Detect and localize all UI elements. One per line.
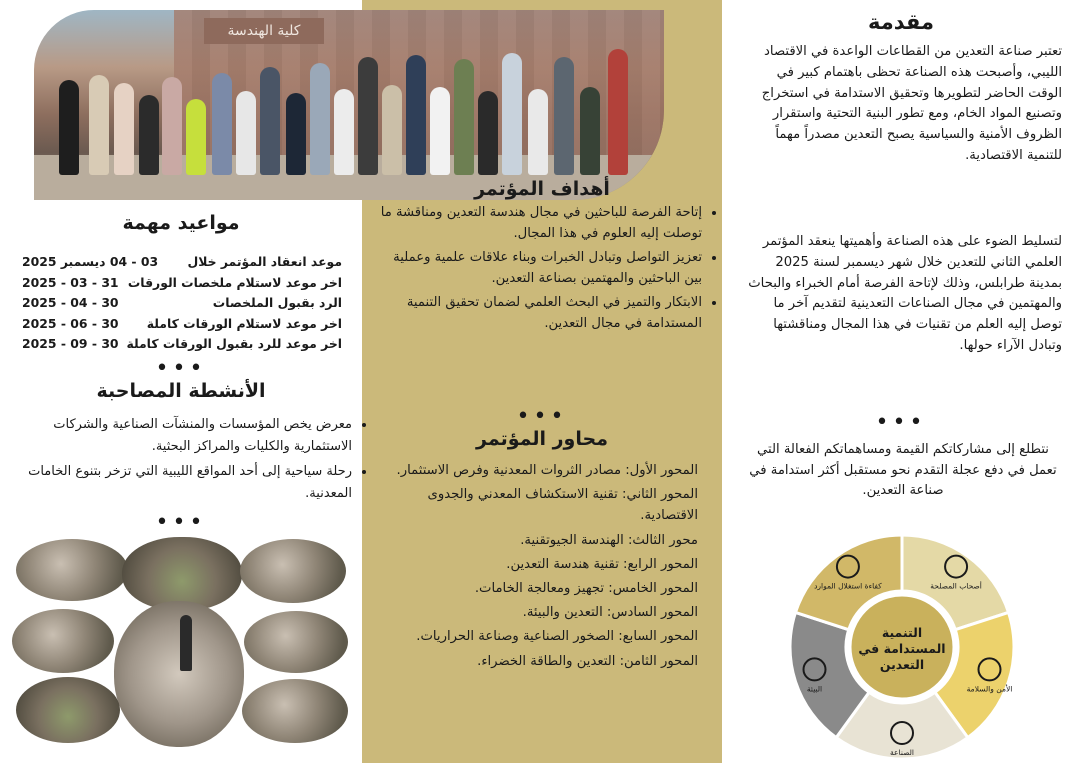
date-value: 30 - 06 - 2025 <box>22 315 119 331</box>
person <box>478 91 498 175</box>
person <box>608 49 628 175</box>
person <box>580 87 600 175</box>
axis-item: المحور الخامس: تجهيز ومعالجة الخامات. <box>474 581 698 597</box>
hiker-figure <box>180 615 192 671</box>
person <box>430 87 450 175</box>
separator-dots: ••• <box>155 510 207 535</box>
person <box>334 89 354 175</box>
goal-item: • إتاحة الفرصة للباحثين في مجال هندسة التعدين ومناقشة ما توصلت إليه العلوم في هذا المجال. <box>380 202 702 244</box>
collage-photo <box>16 677 120 743</box>
person <box>502 53 522 175</box>
person <box>528 89 548 175</box>
date-row <box>22 293 342 314</box>
wheel-segment-label: البيئة <box>806 684 823 694</box>
goal-item: • الابتكار والتميز في البحث العلمي لضمان تحقيق التنمية المستدامة في مجال التعدين. <box>380 292 702 334</box>
collage-photo <box>122 537 242 611</box>
axis-item: المحور الأول: مصادر الثروات المعدنية وفرص الاستثمار. <box>396 463 698 478</box>
sustainability-wheel <box>788 533 1016 761</box>
field-trip-collage <box>12 535 352 747</box>
person <box>406 55 426 175</box>
intro-paragraph-1: تعتبر صناعة التعدين من القطاعات الواعدة في الاقتصاد الليبي، وأصبحت هذه الصناعة تحظى باهتمام كبير في الوقت الحاضر لتطويرها وتحقيق الاستدامة في استخراج وتصنيع المواد الخام، ومع تطور البنية التحتية واستقرار الظروف الأمنية والسياسية يصبح التعدين مصدراً مهماً للتنمية الاقتصادية. <box>761 44 1062 163</box>
activities-list <box>12 414 368 505</box>
person <box>358 57 378 175</box>
person <box>382 85 402 175</box>
intro-closing: نتطلع إلى مشاركاتكم القيمة ومساهماتكم الفعالة التي تعمل في دفع عجلة التقدم نحو مستقبل أكثر استدامة في صناعة التعدين. <box>749 442 1057 498</box>
person <box>89 75 109 175</box>
intro-paragraph-2: لتسليط الضوء على هذه الصناعة وأهميتها ينعقد المؤتمر العلمي الثاني للتعدين خلال شهر ديسمبر لسنة 2025 بمدينة طرابلس، وذلك لإتاحة الفرصة أمام الخبراء والبحاث والمهتمين في مجال الصناعات التعدينية لتقديم آخر ما توصل إليه العلم من تقنيات في هذا المجال ومناقشتها وتبادل الآراء حولها. <box>748 234 1062 353</box>
person <box>236 91 256 175</box>
axis-item: المحور الرابع: تقنية هندسة التعدين. <box>506 556 698 572</box>
axes-list <box>384 460 698 672</box>
person <box>286 93 306 175</box>
collage-photo <box>16 539 128 601</box>
axis-item: المحور السابع: الصخور الصناعية وصناعة الحراريات. <box>416 629 698 645</box>
separator-dots: ••• <box>875 410 927 435</box>
date-row <box>22 273 342 294</box>
date-label: اخر موعد لاستلام ملخصات الورقات <box>127 274 342 290</box>
wheel-segment-label: الأمن والسلامة <box>966 684 1013 694</box>
person <box>454 59 474 175</box>
dates-table <box>22 252 342 355</box>
activities-title: الأنشطة المصاحبة <box>96 380 266 402</box>
wheel-segment-label: أصحاب المصلحة <box>930 581 982 591</box>
axes-title: محاور المؤتمر <box>476 428 608 450</box>
person <box>310 63 330 175</box>
person <box>212 73 232 175</box>
collage-photo <box>12 609 114 673</box>
person <box>139 95 159 175</box>
collage-photo <box>114 601 244 747</box>
activity-item: • معرض يخص المؤسسات والمنشآت الصناعية والشركات الاستثمارية والكليات والمراكز البحثية. <box>12 414 352 458</box>
goals-list <box>380 202 720 334</box>
date-row <box>22 252 342 273</box>
date-label: موعد انعقاد المؤتمر خلال <box>187 254 342 269</box>
axis-item: محور الثالث: الهندسة الجيوتقنية. <box>520 532 698 548</box>
separator-dots: ••• <box>516 404 568 429</box>
date-value: 03 - 04 ديسمبر 2025 <box>22 254 159 269</box>
axis-item: المحور الثامن: التعدين والطاقة الخضراء. <box>477 653 698 669</box>
date-label: اخر موعد للرد بقبول الورقات كاملة <box>126 336 342 351</box>
person <box>59 80 79 175</box>
collage-photo <box>240 539 346 603</box>
person <box>162 77 182 175</box>
building-sign: كلية الهندسة <box>204 18 324 44</box>
intro-title: مقدمة <box>868 10 934 34</box>
wheel-center-label: التنمية المستدامة في التعدين <box>858 625 946 672</box>
goal-item: • تعزيز التواصل وتبادل الخبرات وبناء علاقات علمية وعملية بين الباحثين والمهتمين بصناعة التعدين. <box>380 247 702 289</box>
axis-item: المحور الثاني: تقنية الاستكشاف المعدني والجدوى الاقتصادية. <box>427 487 698 524</box>
date-value: 31 - 03 - 2025 <box>22 274 119 290</box>
date-label: الرد بقبول الملخصات <box>212 295 342 310</box>
wheel-segment-label: الصناعة <box>890 748 914 757</box>
date-label: اخر موعد لاستلام الورقات كاملة <box>146 315 342 331</box>
collage-photo <box>242 679 348 743</box>
person <box>186 99 206 175</box>
activity-item: • رحلة سياحية إلى أحد المواقع الليبية التي تزخر بتنوع الخامات المعدنية. <box>12 461 352 505</box>
date-value: 30 - 09 - 2025 <box>22 336 119 351</box>
date-row <box>22 314 342 335</box>
person <box>554 57 574 175</box>
separator-dots: ••• <box>155 356 207 381</box>
goals-title: أهداف المؤتمر <box>474 178 610 200</box>
wheel-segment-label: كفاءة استغلال الموارد <box>814 581 882 591</box>
person <box>260 67 280 175</box>
person <box>114 83 134 175</box>
date-value: 30 - 04 - 2025 <box>22 295 119 310</box>
collage-photo <box>244 611 348 673</box>
dates-title: مواعيد مهمة <box>122 212 240 234</box>
date-row <box>22 334 342 355</box>
axis-item: المحور السادس: التعدين والبيئة. <box>522 605 698 621</box>
group-photo <box>34 10 664 200</box>
